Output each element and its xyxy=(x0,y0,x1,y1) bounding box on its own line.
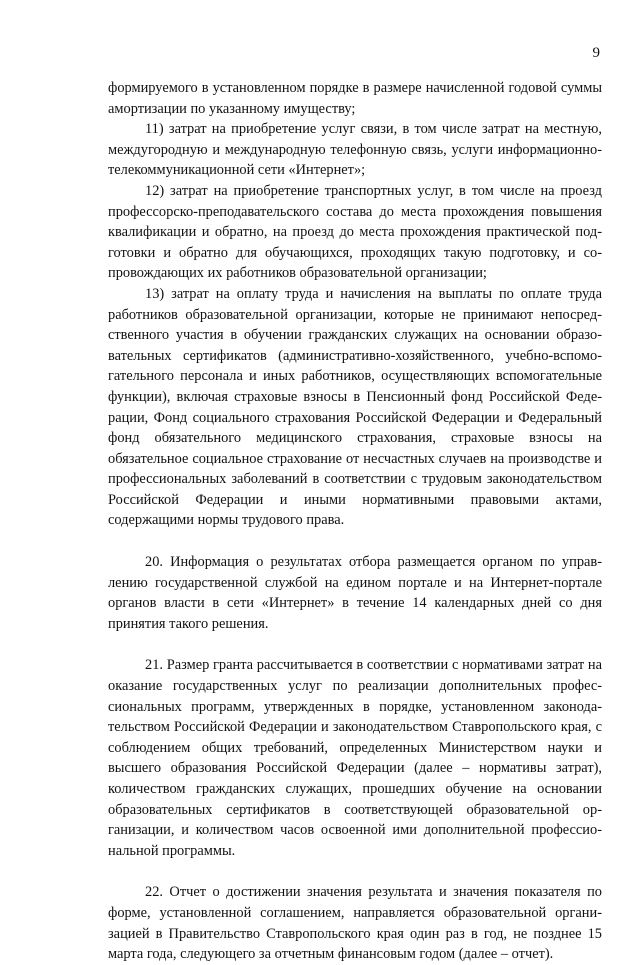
paragraph-clause-20: 20. Информация о результатах отбора размещается органом по управлению государственной службой на едином портале и на Интернет-портале органов власти в сети «Интернет» в течение 14 календарных дней со дня принятия такого решения. xyxy=(108,554,602,632)
paragraph-clause-22: 22. Отчет о достижении значения результата и значения показателя по форме, установленной соглашением, направляется образовательной организацией в Правительство Ставропольского края один раз в год, не позднее 15 марта года, следующего за отчетным финансовым годом (далее – отчет). xyxy=(108,884,602,963)
paragraph-item-12: 12) затрат на приобретение транспортных услуг, в том числе на проезд профессорско-преподавательского состава до места прохождения повышения квалификации и обратно, на проезд до места прохождения практической подготовки и обратно для обучающихся, проходящих такую подготовку, и сопровождающих их работников образовательной организации; xyxy=(108,182,602,282)
paragraph-item-13: 13) затрат на оплату труда и начисления на выплаты по оплате труда работников образовательной организации, которые не принимают непосредственного участия в обучении гражданских служащих на основании образовательных сертификатов (административно-хозяйственного, учебно-вспомогательного персонала и иных работников, осуществляющих вспомогательные функции), включая страховые взносы в Пенсионный фонд Российской Федерации, Фонд социального страхования Российской Федерации и Федеральный фонд обязательного медицинского страхования, страховые взносы на обязательное социальное страхование от несчастных случаев на производстве и профессиональных заболеваний в соответствии с трудовым законодательством Российской Федерации и иными нормативными правовыми актами, содержащими нормы трудового права. xyxy=(108,285,602,529)
paragraph-amortization-continued: формируемого в установленном порядке в размере начисленной годовой суммы амортизации по указанному имуществу; xyxy=(108,80,602,117)
paragraph-clause-21: 21. Размер гранта рассчитывается в соответствии с нормативами затрат на оказание государственных услуг по реализации дополнительных профессиональных программ, утвержденных в порядке, установленном законодательством Российской Федерации и законодательством Ставропольского края, с соблюдением общих требований, определенных Министерством науки и высшего образования Российской Федерации (далее – нормативы затрат), количеством гражданских служащих, прошедших обучение на основании образовательных сертификатов в соответствующей образовательной организации, и количеством часов освоенной ими дополнительной профессиональной программы. xyxy=(108,657,602,859)
document-body xyxy=(108,78,602,965)
paragraph-item-11: 11) затрат на приобретение услуг связи, в том числе затрат на местную, междугородную и международную телефонную связь, услуги информационно-телекоммуникационной сети «Интернет»; xyxy=(108,121,602,179)
page-number: 9 xyxy=(592,45,600,61)
